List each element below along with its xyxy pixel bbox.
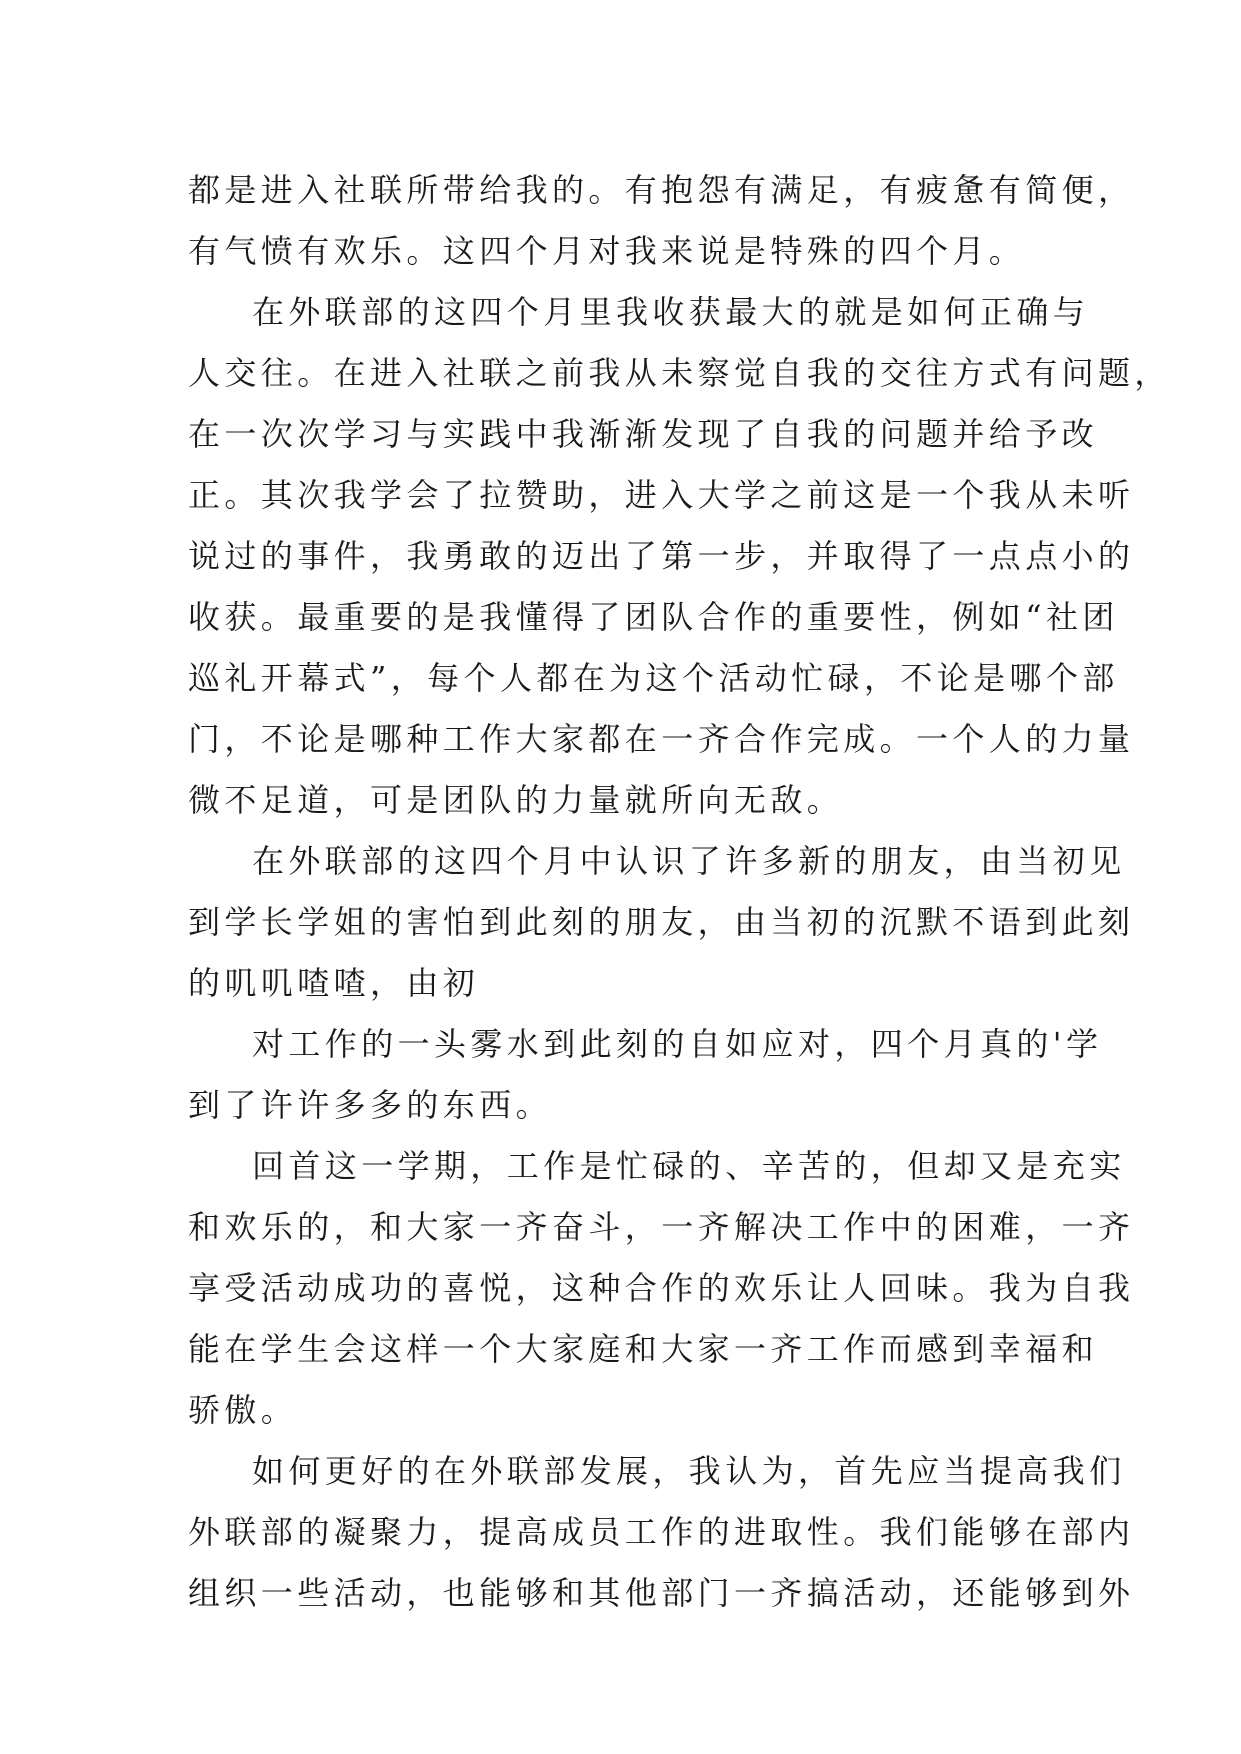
text-line: 和欢乐的，和大家一齐奋斗，一齐解决工作中的困难，一齐: [188, 1208, 1135, 1246]
text-line: 微不足道，可是团队的力量就所向无敌。: [188, 781, 844, 819]
text-line: 门，不论是哪种工作大家都在一齐合作完成。一个人的力量: [188, 720, 1135, 758]
text-line: 到了许许多多的东西。: [188, 1086, 553, 1124]
text-line: 组织一些活动，也能够和其他部门一齐搞活动，还能够到外: [188, 1574, 1135, 1612]
paragraph-first-line: 对工作的一头雾水到此刻的自如应对，四个月真的'学: [252, 1025, 1103, 1063]
text-line: 都是进入社联所带给我的。有抱怨有满足，有疲惫有简便，: [188, 171, 1135, 209]
text-line: 收获。最重要的是我懂得了团队合作的重要性，例如“社团: [188, 598, 1119, 636]
text-line: 人交往。在进入社联之前我从未察觉自我的交往方式有问题，: [188, 354, 1171, 392]
paragraph-first-line: 在外联部的这四个月中认识了许多新的朋友，由当初见: [252, 842, 1126, 880]
text-line: 说过的事件，我勇敢的迈出了第一步，并取得了一点点小的: [188, 537, 1135, 575]
paragraph-first-line: 如何更好的在外联部发展，我认为，首先应当提高我们: [252, 1452, 1126, 1490]
text-line: 到学长学姐的害怕到此刻的朋友，由当初的沉默不语到此刻: [188, 903, 1135, 941]
text-line: 享受活动成功的喜悦，这种合作的欢乐让人回味。我为自我: [188, 1269, 1135, 1307]
paragraph-first-line: 回首这一学期，工作是忙碌的、辛苦的，但却又是充实: [252, 1147, 1126, 1185]
text-line: 巡礼开幕式”，每个人都在为这个活动忙碌，不论是哪个部: [188, 659, 1119, 697]
text-line: 骄傲。: [188, 1391, 298, 1429]
document-body: [188, 160, 1171, 1624]
paragraph-first-line: 在外联部的这四个月里我收获最大的就是如何正确与: [252, 293, 1090, 331]
text-line: 外联部的凝聚力，提高成员工作的进取性。我们能够在部内: [188, 1513, 1135, 1551]
text-line: 在一次次学习与实践中我渐渐发现了自我的问题并给予改: [188, 415, 1099, 453]
text-line: 有气愤有欢乐。这四个月对我来说是特殊的四个月。: [188, 232, 1026, 270]
text-line: 的叽叽喳喳，由初: [188, 964, 480, 1002]
text-line: 能在学生会这样一个大家庭和大家一齐工作而感到幸福和: [188, 1330, 1099, 1368]
text-line: 正。其次我学会了拉赞助，进入大学之前这是一个我从未听: [188, 476, 1135, 514]
